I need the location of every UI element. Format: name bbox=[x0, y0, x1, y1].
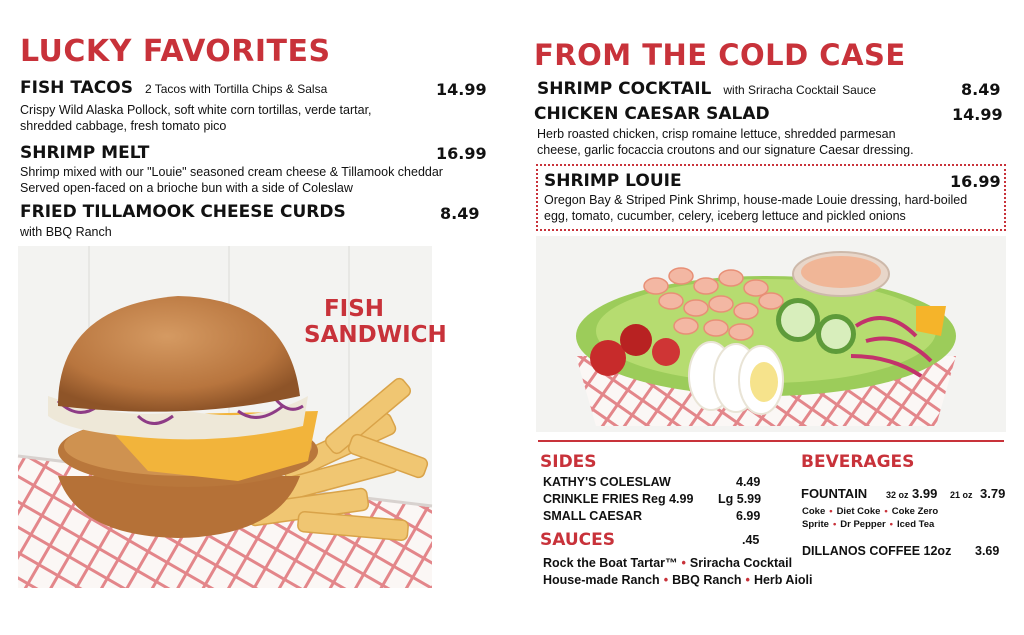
coffee-price: 3.69 bbox=[975, 544, 1000, 558]
fountain-name: FOUNTAIN bbox=[801, 486, 868, 501]
cheese-curds-name: FRIED TILLAMOOK CHEESE CURDS bbox=[20, 202, 346, 222]
flavor-coke-zero: Coke Zero bbox=[891, 506, 939, 517]
shrimp-louie-illustration bbox=[536, 236, 1006, 432]
cheese-curds-desc: with BBQ Ranch bbox=[20, 225, 112, 239]
fish-sandwich-label-line-1: FISH bbox=[323, 296, 385, 322]
fish-tacos-price: 14.99 bbox=[436, 80, 487, 99]
shrimp-louie-desc-1: Oregon Bay & Striped Pink Shrimp, house-made Louie dressing, hard-boiled bbox=[544, 193, 968, 207]
shrimp-louie-name: SHRIMP LOUIE bbox=[544, 171, 682, 191]
coleslaw-name: KATHY'S COLESLAW bbox=[543, 475, 671, 489]
cold-case-title: FROM THE COLD CASE bbox=[534, 38, 906, 72]
sauce-herb-aioli: Herb Aioli bbox=[753, 573, 813, 587]
fries-lg-price: Lg 5.99 bbox=[718, 492, 762, 506]
fountain-32oz bbox=[886, 486, 937, 501]
shrimp-cocktail-sub: with Sriracha Cocktail Sauce bbox=[723, 83, 877, 97]
small-caesar-name: SMALL CAESAR bbox=[543, 509, 643, 523]
fountain-size-1: 32 oz bbox=[886, 490, 909, 500]
shrimp-melt-name: SHRIMP MELT bbox=[20, 143, 150, 163]
flavor-dr-pepper: Dr Pepper bbox=[840, 519, 886, 530]
shrimp-cocktail-price: 8.49 bbox=[961, 80, 1001, 99]
coleslaw-price: 4.49 bbox=[736, 475, 761, 489]
sauce-sriracha-cocktail: Sriracha Cocktail bbox=[689, 556, 793, 570]
fries-reg-price: Reg 4.99 bbox=[642, 492, 694, 506]
shrimp-louie-desc-2: egg, tomato, cucumber, celery, iceberg lettuce and pickled onions bbox=[544, 209, 906, 223]
fish-sandwich-label bbox=[304, 296, 447, 348]
sauce-tartar: Rock the Boat Tartar™ bbox=[543, 556, 678, 570]
sauce-bbq-ranch: BBQ Ranch bbox=[672, 573, 742, 587]
shrimp-melt-desc-1: Shrimp mixed with our "Louie" seasoned cream cheese & Tillamook cheddar bbox=[20, 165, 443, 179]
flavor-sprite: Sprite bbox=[802, 519, 829, 530]
section-divider bbox=[538, 440, 1004, 442]
fountain-size-2: 21 oz bbox=[950, 490, 973, 500]
small-caesar-price: 6.99 bbox=[736, 509, 761, 523]
fountain-price-2: 3.79 bbox=[980, 486, 1006, 501]
flavor-coke: Coke bbox=[802, 506, 826, 517]
sides-title: SIDES bbox=[540, 452, 597, 472]
shrimp-melt-price: 16.99 bbox=[436, 144, 487, 163]
shrimp-louie-photo bbox=[536, 236, 1006, 432]
caesar-salad-desc-2: cheese, garlic focaccia croutons and our signature Caesar dressing. bbox=[537, 143, 914, 157]
shrimp-cocktail-name: SHRIMP COCKTAIL with Sriracha Cocktail Sauce bbox=[537, 79, 877, 99]
fish-sandwich-photo bbox=[18, 246, 447, 588]
flavor-diet-coke: Diet Coke bbox=[836, 506, 881, 517]
lucky-favorites-title: LUCKY FAVORITES bbox=[20, 34, 331, 69]
cheese-curds-price: 8.49 bbox=[440, 204, 480, 223]
coffee-name: DILLANOS COFFEE 12oz bbox=[802, 544, 952, 558]
fountain-price-1: 3.99 bbox=[912, 486, 938, 501]
sauce-ranch: House-made Ranch bbox=[543, 573, 660, 587]
caesar-salad-price: 14.99 bbox=[952, 105, 1003, 124]
fountain-flavors-2: Sprite • Dr Pepper • Iced Tea bbox=[802, 519, 935, 530]
fountain-21oz bbox=[950, 486, 1005, 501]
sauces-title: SAUCES bbox=[540, 530, 616, 550]
flavor-iced-tea: Iced Tea bbox=[897, 519, 935, 530]
fish-tacos-sub: 2 Tacos with Tortilla Chips & Salsa bbox=[144, 82, 328, 96]
fish-tacos-name: FISH TACOS 2 Tacos with Tortilla Chips & Salsa bbox=[20, 78, 328, 98]
caesar-salad-desc-1: Herb roasted chicken, crisp romaine lettuce, shredded parmesan bbox=[537, 127, 896, 141]
sauces-price: .45 bbox=[742, 533, 760, 547]
fish-tacos-desc-2: shredded cabbage, fresh tomato pico bbox=[20, 119, 227, 133]
caesar-salad-name: CHICKEN CAESAR SALAD bbox=[534, 104, 770, 124]
fountain-flavors-1: Coke • Diet Coke • Coke Zero bbox=[802, 506, 939, 517]
fish-sandwich-label-line-2: SANDWICH bbox=[304, 322, 447, 348]
fish-tacos-desc-1: Crispy Wild Alaska Pollock, soft white corn tortillas, verde tartar, bbox=[20, 103, 372, 117]
shrimp-melt-desc-2: Served open-faced on a brioche bun with a side of Coleslaw bbox=[20, 181, 353, 195]
fries-name: CRINKLE FRIES bbox=[543, 492, 639, 506]
sauces-line-1: Rock the Boat Tartar™ • Sriracha Cocktail bbox=[543, 556, 793, 570]
shrimp-louie-price: 16.99 bbox=[950, 172, 1001, 191]
sauces-line-2: House-made Ranch • BBQ Ranch • Herb Aioli bbox=[543, 573, 813, 587]
beverages-title: BEVERAGES bbox=[801, 452, 915, 472]
